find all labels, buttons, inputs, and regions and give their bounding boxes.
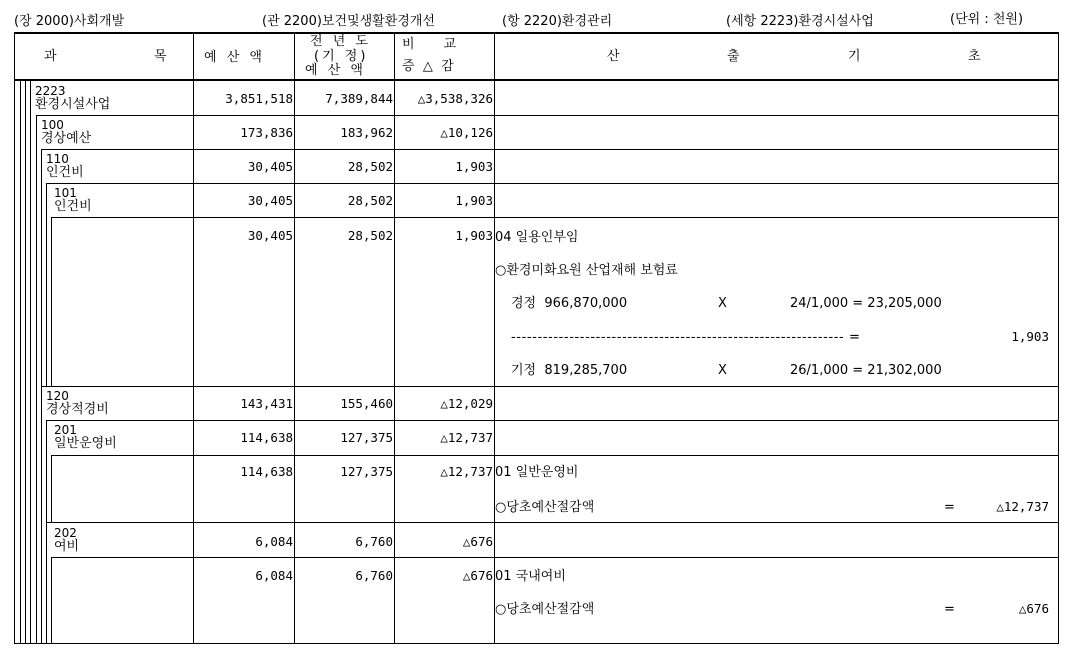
row-diff: 1,903	[455, 228, 493, 243]
row-prev: 6,760	[355, 534, 393, 549]
section-label: (관 2200)보건및생활환경개선	[262, 14, 435, 29]
basis-total: 1,903	[1011, 329, 1049, 344]
row-budget: 30,405	[247, 228, 293, 243]
row-diff: △10,126	[440, 125, 493, 140]
row-prev: 183,962	[340, 125, 393, 140]
row-prev: 7,389,844	[325, 91, 393, 106]
row-prev: 28,502	[347, 159, 393, 174]
basis-value: △676	[1018, 601, 1049, 616]
row-prev: 28,502	[347, 228, 393, 243]
basis-line-x: X	[718, 363, 727, 378]
row-prev: 28,502	[347, 193, 393, 208]
subitem-label: (세항 2223)환경시설사업	[726, 14, 874, 29]
row-name: 환경시설사업	[35, 97, 111, 112]
row-divider	[51, 557, 1059, 558]
row-divider	[51, 217, 1059, 218]
row-budget: 114,638	[240, 430, 293, 445]
col-divider	[394, 32, 395, 643]
row-diff: △676	[462, 534, 493, 549]
basis-line-calc: 26/1,000 = 21,302,000	[790, 363, 942, 378]
row-diff: △676	[462, 568, 493, 583]
header-basis-3: 기	[848, 49, 861, 64]
row-budget: 114,638	[240, 464, 293, 479]
col-divider	[294, 32, 295, 643]
table-top-border	[14, 32, 1059, 34]
header-prev-line3: 예 산 액	[305, 63, 366, 78]
row-prev: 155,460	[340, 396, 393, 411]
indent-line	[36, 115, 37, 643]
row-budget: 30,405	[247, 159, 293, 174]
row-divider	[46, 183, 1059, 184]
basis-equals: =	[944, 500, 955, 515]
basis-item: ○환경미화요원 산업재해 보험료	[495, 263, 678, 278]
row-name: 경상적경비	[46, 402, 109, 417]
indent-line	[20, 81, 21, 643]
basis-title: 04 일용인부임	[495, 230, 579, 245]
table-left-border	[14, 32, 15, 643]
col-divider	[494, 32, 495, 643]
header-diff-line2: 증 △ 감	[402, 59, 454, 74]
indent-line	[41, 149, 42, 643]
row-code: 202	[54, 526, 77, 540]
row-name: 경상예산	[41, 131, 92, 146]
row-divider	[51, 455, 1059, 456]
row-budget: 3,851,518	[225, 91, 293, 106]
basis-title: 01 일반운영비	[495, 465, 579, 480]
row-budget: 143,431	[240, 396, 293, 411]
row-name: 일반운영비	[54, 436, 117, 451]
indent-line	[51, 455, 52, 522]
row-budget: 173,836	[240, 125, 293, 140]
row-diff: △12,737	[440, 464, 493, 479]
row-diff: △3,538,326	[417, 91, 493, 106]
basis-line-x: X	[718, 296, 727, 311]
row-name: 여비	[54, 539, 80, 554]
header-basis-2: 출	[727, 49, 740, 64]
indent-line	[30, 81, 31, 643]
header-basis-1: 산	[607, 49, 620, 64]
indent-line	[51, 217, 52, 386]
row-prev: 127,375	[340, 464, 393, 479]
header-budget: 예 산 액	[204, 50, 265, 65]
row-code: 201	[54, 423, 77, 437]
header-prev-line2: (기 정)	[314, 49, 369, 64]
row-code: 120	[46, 389, 69, 403]
row-diff: △12,737	[440, 430, 493, 445]
basis-line-label: 경정 966,870,000	[511, 296, 628, 311]
row-diff: △12,029	[440, 396, 493, 411]
indent-line	[25, 81, 26, 643]
table-bottom-border	[14, 643, 1059, 644]
unit-label: (단위 : 천원)	[950, 12, 1024, 27]
basis-line-label: 기정 819,285,700	[511, 363, 628, 378]
basis-dash-line: --------------------------------------------------------------- =	[511, 330, 861, 345]
col-divider	[193, 32, 194, 643]
item-label: (항 2220)환경관리	[502, 14, 613, 29]
row-code: 110	[46, 152, 69, 166]
header-subject-a: 과	[44, 49, 57, 64]
header-subject-b: 목	[154, 49, 167, 64]
row-divider	[36, 115, 1059, 116]
indent-line	[51, 557, 52, 643]
row-name: 인건비	[46, 165, 84, 180]
basis-equals: =	[944, 602, 955, 617]
row-diff: 1,903	[455, 159, 493, 174]
row-name: 인건비	[54, 199, 92, 214]
row-diff: 1,903	[455, 193, 493, 208]
row-divider	[46, 420, 1059, 421]
header-prev-line1: 전 년 도	[310, 34, 371, 49]
table-right-border	[1058, 32, 1059, 643]
header-basis-4: 초	[968, 49, 981, 64]
chapter-label: (장 2000)사회개발	[14, 14, 125, 29]
row-code: 100	[41, 118, 64, 132]
row-budget: 6,084	[255, 568, 293, 583]
row-code: 2223	[35, 84, 66, 98]
indent-line	[46, 183, 47, 386]
header-bottom-border	[14, 79, 1059, 81]
row-prev: 127,375	[340, 430, 393, 445]
basis-item: ○당초예산절감액	[495, 500, 595, 515]
row-budget: 6,084	[255, 534, 293, 549]
row-code: 101	[54, 186, 77, 200]
basis-title: 01 국내여비	[495, 569, 566, 584]
row-divider	[46, 522, 1059, 523]
indent-line	[46, 420, 47, 643]
basis-item: ○당초예산절감액	[495, 602, 595, 617]
row-budget: 30,405	[247, 193, 293, 208]
header-diff-line1: 비 교	[402, 37, 457, 52]
row-prev: 6,760	[355, 568, 393, 583]
basis-line-calc: 24/1,000 = 23,205,000	[790, 296, 942, 311]
basis-value: △12,737	[996, 499, 1049, 514]
